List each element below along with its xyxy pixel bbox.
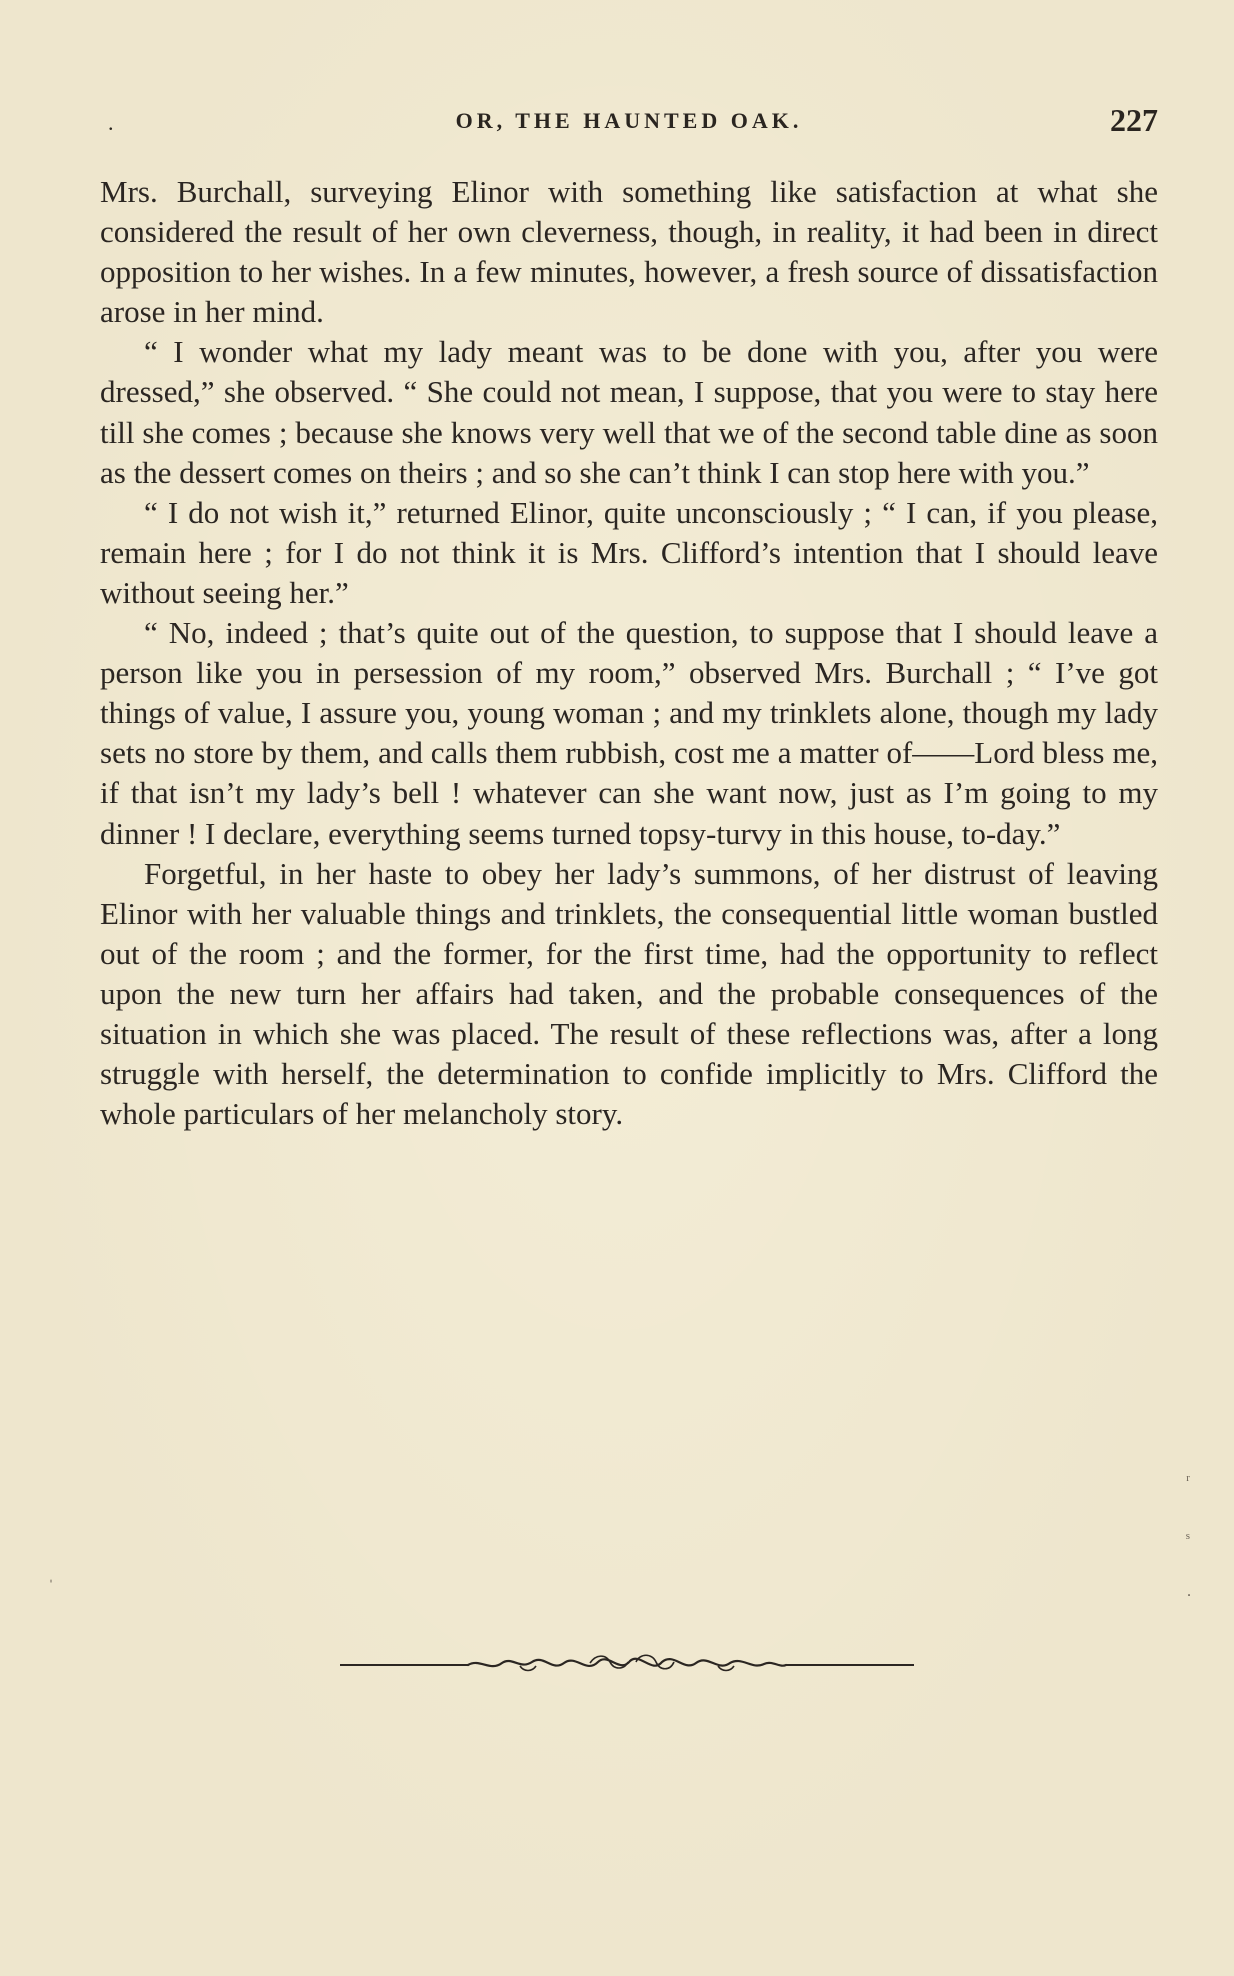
margin-speck: ˙ — [1186, 1590, 1192, 1610]
running-head: OR, THE HAUNTED OAK. — [455, 108, 803, 133]
margin-speck: ʳ — [1186, 1470, 1190, 1490]
paragraph: “ I wonder what my lady meant was to be done with you, after you were dressed,” she observed. “ She could not mean, I suppose, that you were to stay here till she comes ; because she knows very well that we of the second table dine as soon as the dessert comes on theirs ; and so she can’t think I can stop here with you.” — [100, 334, 1158, 490]
margin-speck: ˈ — [48, 1576, 54, 1596]
page-header — [100, 104, 1158, 144]
paragraph: Mrs. Burchall, surveying Elinor with something like satisfaction at what she considered the result of her own cleverness, though, in reality, it had been in direct opposition to her wishes. In a few minutes, however, a fresh source of dissatisfaction arose in her mind. — [100, 174, 1158, 330]
paragraph: Forgetful, in her haste to obey her lady’s summons, of her distrust of leaving Elinor with her valuable things and trinklets, the consequential little woman bustled out of the room ; and the former, for the first time, had the opportunity to reflect upon the new turn her affairs had taken, and the probable consequences of the situation in which she was placed. The result of these reflections was, after a long struggle with herself, the determination to confide implicitly to Mrs. Clifford the whole particulars of her melancholy story. — [100, 855, 1158, 1132]
header-dot: . — [108, 110, 114, 135]
paragraph: “ I do not wish it,” returned Elinor, quite unconsciously ; “ I can, if you please, remain here ; for I do not think it is Mrs. Clifford’s intention that I should leave without seeing her.” — [100, 494, 1158, 610]
margin-speck: ˢ — [1186, 1528, 1190, 1548]
paragraph: “ No, indeed ; that’s quite out of the question, to suppose that I should leave a person like you in persession of my room,” observed Mrs. Burchall ; “ I’ve got things of value, I assure you, young woman ; and my trinklets alone, though my lady sets no store by them, and calls them rubbish, cost me a matter of——Lord bless me, if that isn’t my lady’s bell ! whatever can she want now, just as I’m going to my dinner ! I declare, everything seems turned topsy-turvy in this house, to-day.” — [100, 615, 1158, 851]
page-number: 227 — [1110, 102, 1158, 138]
body-text — [100, 172, 1158, 1134]
decorative-rule-icon — [340, 1648, 914, 1678]
